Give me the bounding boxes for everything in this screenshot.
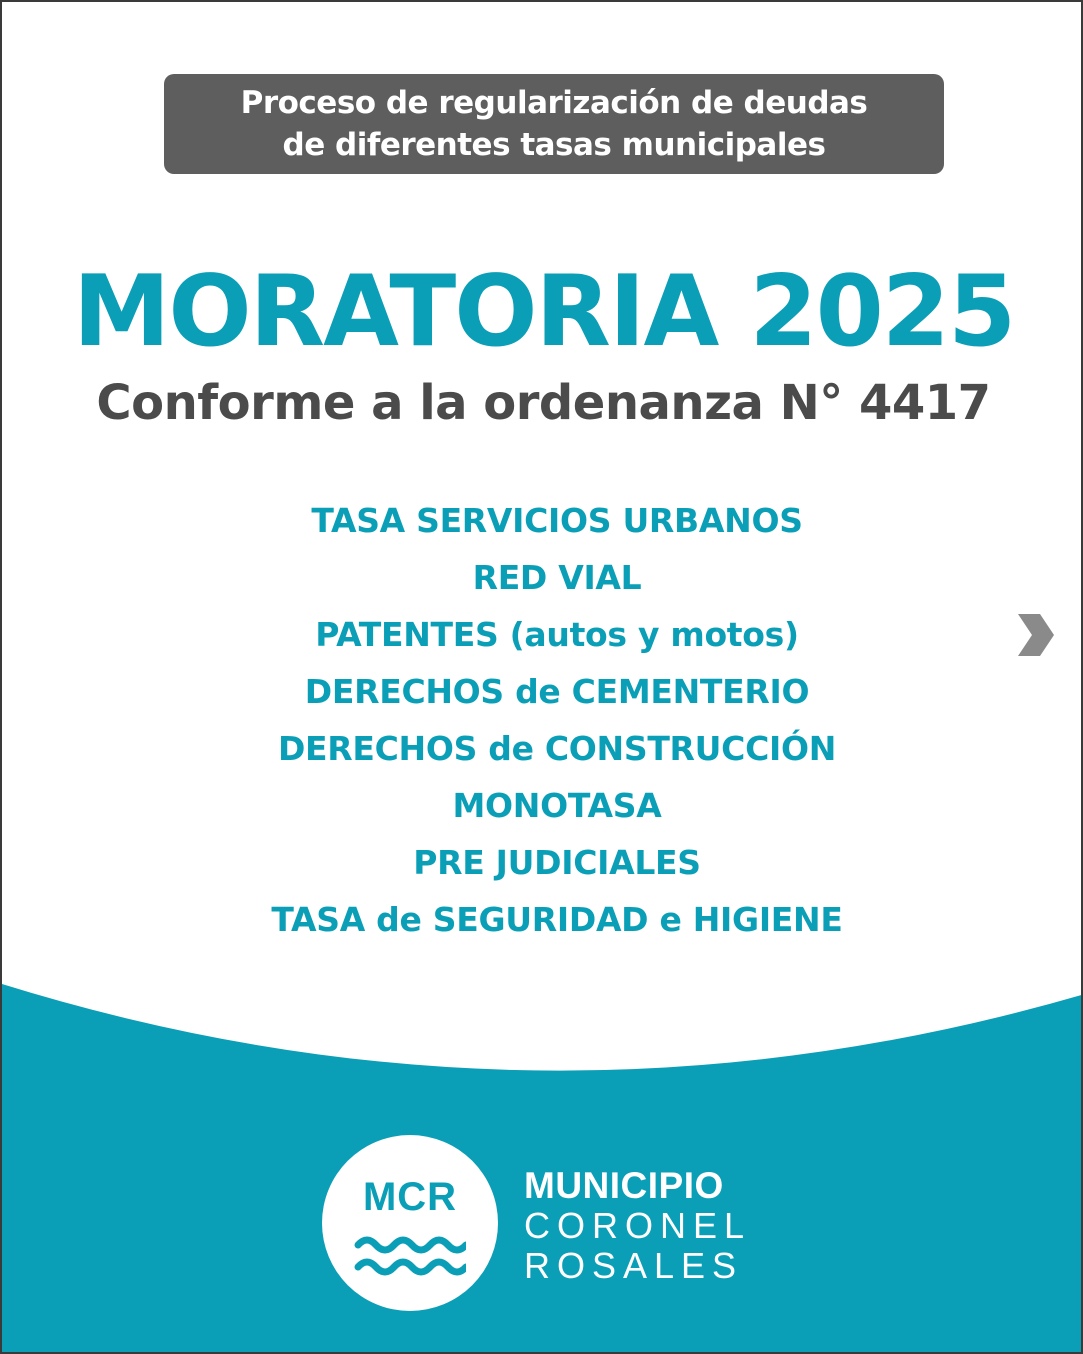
banner-line-2: de diferentes tasas municipales [282,127,826,163]
list-item: RED VIAL [472,558,642,597]
waves-icon [354,1231,466,1279]
list-item: PRE JUDICIALES [413,843,701,882]
brand-line-2: CORONEL [524,1205,752,1246]
banner-line-1: Proceso de regularización de deudas [240,85,868,121]
subtitle: Conforme a la ordenanza N° 4417 [96,375,991,431]
brand-line-1: MUNICIPIO [524,1165,724,1206]
brand-line-3: ROSALES [524,1245,744,1286]
municipality-wordmark [524,1166,751,1286]
logo-badge [322,1135,498,1311]
list-item: DERECHOS de CEMENTERIO [304,672,810,711]
list-item: TASA de SEGURIDAD e HIGIENE [271,900,843,939]
list-item: DERECHOS de CONSTRUCCIÓN [277,729,837,768]
list-item: PATENTES (autos y motos) [315,615,799,654]
header-banner [164,74,944,174]
list-item: TASA SERVICIOS URBANOS [311,501,803,540]
main-title: MORATORIA 2025 [72,255,1015,369]
tax-list [2,492,1083,948]
list-item: MONOTASA [452,786,662,825]
chevron-right-icon[interactable] [1014,612,1056,658]
logo-initials: MCR [362,1175,458,1219]
